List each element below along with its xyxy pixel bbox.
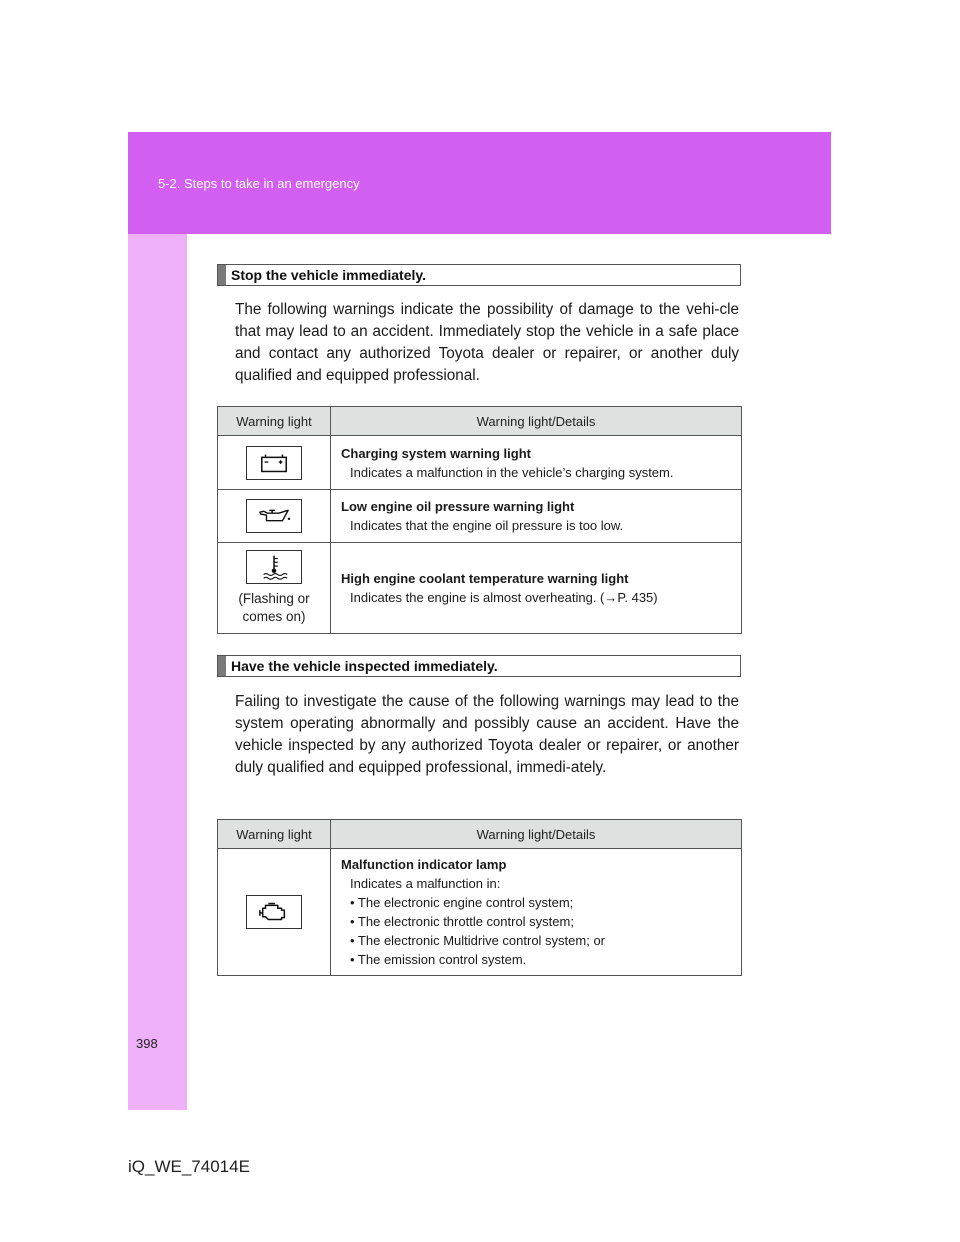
table-header-row <box>218 820 742 849</box>
icon-cell <box>218 543 331 634</box>
warning-description: Indicates a malfunction in: <box>350 876 501 891</box>
oil-can-icon <box>246 499 302 533</box>
warning-title: Charging system warning light <box>341 445 531 461</box>
bullet-item: • The emission control system. <box>350 952 527 967</box>
coolant-temperature-icon <box>246 550 302 584</box>
warning-table-inspect <box>217 819 742 976</box>
document-code: iQ_WE_74014E <box>128 1157 250 1176</box>
icon-caption: (Flashing or comes on) <box>238 591 310 624</box>
bullet-item: • The electronic Multidrive control system; or <box>350 933 606 948</box>
warning-description: Indicates that the engine oil pressure is too low. <box>350 518 624 533</box>
icon-cell <box>218 849 331 976</box>
bullet-item: • The electronic throttle control system; <box>350 914 574 929</box>
breadcrumb: 5-2. Steps to take in an emergency <box>158 176 360 191</box>
section-heading-inspect <box>217 655 741 677</box>
table-row <box>218 490 742 543</box>
battery-icon <box>246 446 302 480</box>
table-row <box>218 436 742 490</box>
warning-table-stop <box>217 406 742 634</box>
warning-description: Indicates a malfunction in the vehicle’s charging system. <box>350 464 674 480</box>
table-row <box>218 849 742 976</box>
detail-cell <box>331 490 742 543</box>
table-header-row <box>218 407 742 436</box>
bullet-item: • The electronic engine control system; <box>350 895 574 910</box>
warning-title: Malfunction indicator lamp <box>341 857 507 872</box>
section-paragraph: Failing to investigate the cause of the following warnings may lead to the system operating abnormally and possibly cause an accident. Have the vehicle inspected by any authorized Toyota dealer or repairer, or another duly qualified and equipped professional, immedi-ately. <box>235 693 739 776</box>
page-number: 398 <box>136 1036 158 1051</box>
icon-cell <box>218 436 331 490</box>
column-header: Warning light/Details <box>331 407 742 436</box>
side-strip <box>128 234 187 1110</box>
warning-description: Indicates the engine is almost overheating. (→P. 435) <box>350 590 658 605</box>
section-paragraph: The following warnings indicate the possibility of damage to the vehi-cle that may lead to an accident. Immediately stop the vehicle in a safe place and contact any authorized Toyota dealer or repairer, or another duly qualified and equipped professional. <box>235 301 739 384</box>
detail-cell <box>331 849 742 976</box>
engine-icon <box>246 895 302 929</box>
section-heading-text: Stop the vehicle immediately. <box>231 267 427 283</box>
column-header: Warning light <box>218 407 331 436</box>
heading-marker <box>218 656 226 676</box>
warning-title: High engine coolant temperature warning light <box>341 571 629 586</box>
section-heading-stop <box>217 264 741 286</box>
warning-title: Low engine oil pressure warning light <box>341 499 575 514</box>
detail-cell <box>331 543 742 634</box>
column-header: Warning light <box>218 820 331 849</box>
column-header: Warning light/Details <box>331 820 742 849</box>
table-row <box>218 543 742 634</box>
section-heading-text: Have the vehicle inspected immediately. <box>231 658 498 674</box>
detail-cell <box>331 436 742 490</box>
heading-marker <box>218 265 226 285</box>
icon-cell <box>218 490 331 543</box>
